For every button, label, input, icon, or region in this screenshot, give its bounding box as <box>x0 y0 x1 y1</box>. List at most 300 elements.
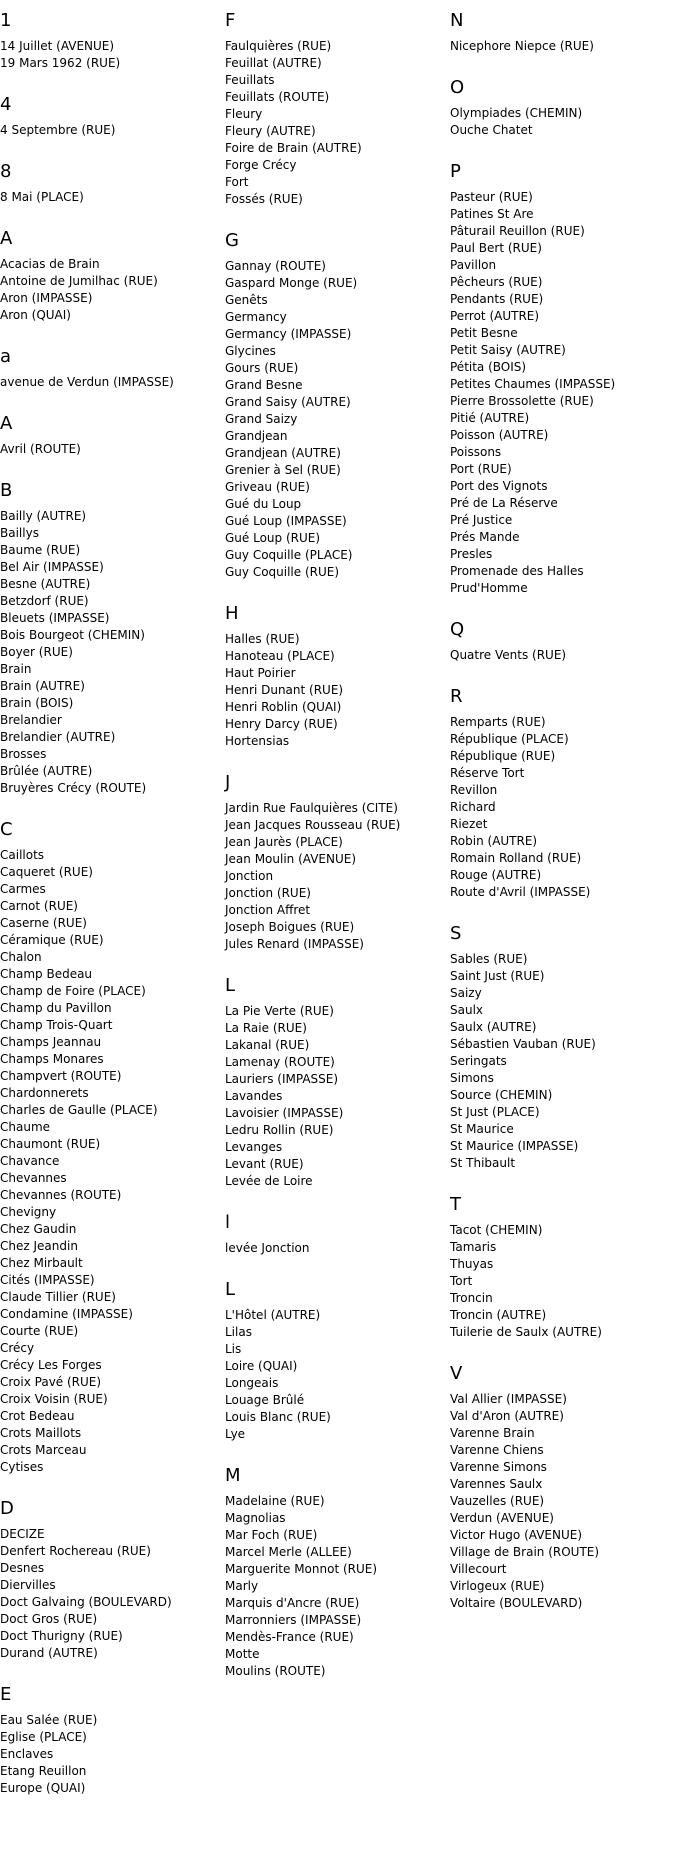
street-name: Fort <box>225 175 249 189</box>
street-name: Champ Bedeau <box>0 967 93 981</box>
street-name: Cytises <box>0 1460 44 1474</box>
street-name: Brain (BOIS) <box>0 696 74 710</box>
street-list <box>450 1391 675 1612</box>
street-name: 8 Mai (PLACE) <box>0 190 84 204</box>
letter-heading: E <box>0 1684 12 1705</box>
letter-group <box>450 617 675 664</box>
street-name: Vauzelles (RUE) <box>450 1494 545 1508</box>
street-name: Port des Vignots <box>450 479 548 493</box>
street-name: Durand (AUTRE) <box>0 1646 98 1660</box>
street-name: Doct Gros (RUE) <box>0 1612 98 1626</box>
street-name: Avril (ROUTE) <box>0 442 81 456</box>
street-name: Gué Loup (RUE) <box>225 531 321 545</box>
letter-group <box>450 921 675 1172</box>
street-name: Quatre Vents (RUE) <box>450 648 567 662</box>
index-column-1 <box>0 0 225 1817</box>
street-list <box>0 1712 225 1797</box>
street-list <box>225 631 450 750</box>
letter-heading: F <box>225 10 236 31</box>
letter-group <box>0 411 225 458</box>
street-name: Aron (IMPASSE) <box>0 291 93 305</box>
street-list <box>0 441 225 458</box>
street-name: Mendès-France (RUE) <box>225 1630 354 1644</box>
letter-heading: N <box>450 10 464 31</box>
street-name: Champs Monares <box>0 1052 104 1066</box>
street-name: Petit Besne <box>450 326 518 340</box>
street-name: Feuillat (AUTRE) <box>225 56 322 70</box>
street-name: Brelandier (AUTRE) <box>0 730 116 744</box>
letter-group <box>450 1192 675 1341</box>
street-name: Acacias de Brain <box>0 257 100 271</box>
street-name: Pendants (RUE) <box>450 292 544 306</box>
street-name: Louis Blanc (RUE) <box>225 1410 331 1424</box>
street-name: Glycines <box>225 344 276 358</box>
street-name: Denfert Rochereau (RUE) <box>0 1544 151 1558</box>
street-name: Varenne Brain <box>450 1426 535 1440</box>
letter-group <box>0 92 225 139</box>
letter-group <box>450 1361 675 1612</box>
letter-heading: S <box>450 923 462 944</box>
street-name: Pétita (BOIS) <box>450 360 527 374</box>
letter-group <box>0 478 225 797</box>
letter-group <box>450 8 675 55</box>
street-name: Val d'Aron (AUTRE) <box>450 1409 564 1423</box>
street-name: Jonction Affret <box>225 903 311 917</box>
street-name: Lakanal (RUE) <box>225 1038 310 1052</box>
street-list <box>450 647 675 664</box>
street-name: Port (RUE) <box>450 462 512 476</box>
street-name: Lye <box>225 1427 246 1441</box>
street-name: Grandjean <box>225 429 288 443</box>
street-name: Bel Air (IMPASSE) <box>0 560 104 574</box>
street-name: Tamaris <box>450 1240 497 1254</box>
street-name: Chevannes (ROUTE) <box>0 1188 122 1202</box>
street-name: Caqueret (RUE) <box>0 865 93 879</box>
street-name: Doct Galvaing (BOULEVARD) <box>0 1595 172 1609</box>
street-name: Faulquières (RUE) <box>225 39 332 53</box>
street-name: Eau Salée (RUE) <box>0 1713 98 1727</box>
letter-heading: V <box>450 1363 463 1384</box>
street-name: Patines St Are <box>450 207 534 221</box>
letter-group <box>0 159 225 206</box>
street-name: Joseph Boigues (RUE) <box>225 920 355 934</box>
street-name: Pavillon <box>450 258 497 272</box>
letter-group <box>0 8 225 72</box>
street-name: Bruyères Crécy (ROUTE) <box>0 781 147 795</box>
street-name: Chalon <box>0 950 42 964</box>
street-name: Prés Mande <box>450 530 520 544</box>
street-name: Brain <box>0 662 32 676</box>
letter-group <box>225 973 450 1190</box>
street-name: Germancy (IMPASSE) <box>225 327 352 341</box>
letter-heading: D <box>0 1498 14 1519</box>
letter-group <box>0 1496 225 1662</box>
street-name: Gué Loup (IMPASSE) <box>225 514 347 528</box>
street-name: Chez Jeandin <box>0 1239 78 1253</box>
street-name: Pâturail Reuillon (RUE) <box>450 224 585 238</box>
letter-heading: Q <box>450 619 465 640</box>
street-name: Troncin <box>450 1291 493 1305</box>
street-name: Romain Rolland (RUE) <box>450 851 582 865</box>
street-name: La Raie (RUE) <box>225 1021 307 1035</box>
street-name: Diervilles <box>0 1578 56 1592</box>
street-name: Feuillats <box>225 73 275 87</box>
street-list <box>0 374 225 391</box>
street-name: Fossés (RUE) <box>225 192 303 206</box>
street-name: Levant (RUE) <box>225 1157 304 1171</box>
letter-group <box>450 684 675 901</box>
street-name: Longeais <box>225 1376 279 1390</box>
street-name: Troncin (AUTRE) <box>450 1308 547 1322</box>
letter-heading: a <box>0 346 12 367</box>
street-name: Aron (QUAI) <box>0 308 71 322</box>
street-name: Magnolias <box>225 1511 286 1525</box>
street-name: Brosses <box>0 747 47 761</box>
street-name: Desnes <box>0 1561 45 1575</box>
street-name: Marly <box>225 1579 259 1593</box>
letter-heading: O <box>450 77 465 98</box>
street-name: Lilas <box>225 1325 252 1339</box>
letter-heading: B <box>0 480 13 501</box>
street-name: Jean Jaurès (PLACE) <box>225 835 343 849</box>
street-name: Baume (RUE) <box>0 543 81 557</box>
letter-group <box>225 770 450 953</box>
street-name: Perrot (AUTRE) <box>450 309 540 323</box>
street-name: Petit Saisy (AUTRE) <box>450 343 566 357</box>
street-name: Jules Renard (IMPASSE) <box>225 937 364 951</box>
street-name: Foire de Brain (AUTRE) <box>225 141 362 155</box>
street-name: Réserve Tort <box>450 766 525 780</box>
street-name: avenue de Verdun (IMPASSE) <box>0 375 174 389</box>
street-name: Champ Trois-Quart <box>0 1018 113 1032</box>
street-name: Villecourt <box>450 1562 507 1576</box>
street-name: Varennes Saulx <box>450 1477 543 1491</box>
street-list <box>225 38 450 208</box>
street-name: Brain (AUTRE) <box>0 679 85 693</box>
letter-group <box>225 1210 450 1257</box>
street-list <box>0 38 225 72</box>
street-name: Loire (QUAI) <box>225 1359 298 1373</box>
street-name: Marguerite Monnot (RUE) <box>225 1562 378 1576</box>
street-name: Crots Marceau <box>0 1443 87 1457</box>
street-name: Pierre Brossolette (RUE) <box>450 394 594 408</box>
street-name: Chez Mirbault <box>0 1256 83 1270</box>
street-name: Chardonnerets <box>0 1086 89 1100</box>
street-name: Louage Brûlé <box>225 1393 305 1407</box>
street-list <box>225 1240 450 1257</box>
letter-heading: J <box>225 772 231 793</box>
street-name: Richard <box>450 800 496 814</box>
street-name: Sables (RUE) <box>450 952 528 966</box>
street-name: Levée de Loire <box>225 1174 313 1188</box>
letter-heading: A <box>0 413 13 434</box>
letter-group <box>0 817 225 1476</box>
street-list <box>225 1493 450 1680</box>
street-name: Pré de La Réserve <box>450 496 558 510</box>
street-name: Europe (QUAI) <box>0 1781 86 1795</box>
street-name: Jean Moulin (AVENUE) <box>225 852 357 866</box>
street-name: St Just (PLACE) <box>450 1105 540 1119</box>
street-list <box>450 189 675 597</box>
street-name: Presles <box>450 547 493 561</box>
letter-group <box>225 601 450 750</box>
street-name: Lamenay (ROUTE) <box>225 1055 335 1069</box>
street-list <box>225 258 450 581</box>
street-name: Saulx (AUTRE) <box>450 1020 537 1034</box>
street-name: Pasteur (RUE) <box>450 190 533 204</box>
street-name: Henri Roblin (QUAI) <box>225 700 342 714</box>
street-name: Remparts (RUE) <box>450 715 546 729</box>
street-name: Céramique (RUE) <box>0 933 104 947</box>
street-name: Jonction (RUE) <box>225 886 311 900</box>
street-name: Thuyas <box>450 1257 494 1271</box>
street-list <box>450 951 675 1172</box>
street-name: levée Jonction <box>225 1241 310 1255</box>
street-name: 14 Juillet (AVENUE) <box>0 39 115 53</box>
street-name: Motte <box>225 1647 260 1661</box>
street-name: Lavoisier (IMPASSE) <box>225 1106 344 1120</box>
street-name: Nicephore Niepce (RUE) <box>450 39 594 53</box>
index-column-2 <box>225 0 450 1700</box>
letter-heading: L <box>225 1279 236 1300</box>
street-name: Eglise (PLACE) <box>0 1730 87 1744</box>
street-name: Bailly (AUTRE) <box>0 509 87 523</box>
street-name: Grandjean (AUTRE) <box>225 446 341 460</box>
street-name: Champ de Foire (PLACE) <box>0 984 146 998</box>
street-name: Jean Jacques Rousseau (RUE) <box>225 818 401 832</box>
street-name: Chez Gaudin <box>0 1222 77 1236</box>
street-name: Marcel Merle (ALLEE) <box>225 1545 352 1559</box>
street-name: Baillys <box>0 526 39 540</box>
street-name: Haut Poirier <box>225 666 296 680</box>
street-name: Poissons <box>450 445 502 459</box>
street-name: Moulins (ROUTE) <box>225 1664 326 1678</box>
street-name: Simons <box>450 1071 494 1085</box>
street-name: Chaumont (RUE) <box>0 1137 101 1151</box>
street-name: Gours (RUE) <box>225 361 299 375</box>
letter-group <box>450 159 675 597</box>
street-name: Village de Brain (ROUTE) <box>450 1545 600 1559</box>
letter-heading: l <box>225 1212 231 1233</box>
street-name: Ouche Chatet <box>450 123 533 137</box>
street-name: Forge Crécy <box>225 158 297 172</box>
street-name: Promenade des Halles <box>450 564 584 578</box>
letter-heading: T <box>450 1194 461 1215</box>
letter-group <box>450 75 675 139</box>
street-name: Route d'Avril (IMPASSE) <box>450 885 591 899</box>
street-list <box>0 847 225 1476</box>
street-name: Marquis d'Ancre (RUE) <box>225 1596 360 1610</box>
street-name: Bleuets (IMPASSE) <box>0 611 110 625</box>
street-name: Fleury (AUTRE) <box>225 124 316 138</box>
street-list <box>450 1222 675 1341</box>
street-name: Claude Tillier (RUE) <box>0 1290 116 1304</box>
street-name: Besne (AUTRE) <box>0 577 91 591</box>
street-name: Gaspard Monge (RUE) <box>225 276 358 290</box>
street-name: Chaume <box>0 1120 51 1134</box>
street-name: Etang Reuillon <box>0 1764 87 1778</box>
street-name: Enclaves <box>0 1747 54 1761</box>
street-name: Robin (AUTRE) <box>450 834 538 848</box>
street-name: Crécy <box>0 1341 35 1355</box>
street-name: Croix Pavé (RUE) <box>0 1375 102 1389</box>
street-name: Varenne Chiens <box>450 1443 544 1457</box>
street-name: Saint Just (RUE) <box>450 969 545 983</box>
letter-heading: P <box>450 161 461 182</box>
street-name: Hortensias <box>225 734 290 748</box>
street-name: St Maurice <box>450 1122 514 1136</box>
street-name: Champvert (ROUTE) <box>0 1069 122 1083</box>
street-name: Tacot (CHEMIN) <box>450 1223 543 1237</box>
street-name: Riezet <box>450 817 488 831</box>
street-name: Germancy <box>225 310 287 324</box>
street-name: Gannay (ROUTE) <box>225 259 326 273</box>
street-name: 19 Mars 1962 (RUE) <box>0 56 121 70</box>
street-name: Chavance <box>0 1154 60 1168</box>
street-name: Chevannes <box>0 1171 67 1185</box>
street-name: Marronniers (IMPASSE) <box>225 1613 362 1627</box>
letter-heading: 1 <box>0 10 12 31</box>
letter-heading: 8 <box>0 161 12 182</box>
street-name: Lauriers (IMPASSE) <box>225 1072 339 1086</box>
street-name: 4 Septembre (RUE) <box>0 123 116 137</box>
letter-group <box>0 344 225 391</box>
index-column-3 <box>450 0 675 1632</box>
letter-heading: M <box>225 1465 241 1486</box>
street-name: République (RUE) <box>450 749 556 763</box>
street-name: Henri Dunant (RUE) <box>225 683 344 697</box>
street-name: Prud'Homme <box>450 581 528 595</box>
street-list <box>0 1526 225 1662</box>
street-name: République (PLACE) <box>450 732 569 746</box>
street-list <box>450 105 675 139</box>
street-name: Pêcheurs (RUE) <box>450 275 543 289</box>
street-name: Champs Jeannau <box>0 1035 102 1049</box>
street-list <box>225 1003 450 1190</box>
street-name: Madelaine (RUE) <box>225 1494 325 1508</box>
street-name: Val Allier (IMPASSE) <box>450 1392 567 1406</box>
letter-heading: 4 <box>0 94 12 115</box>
street-name: Lavandes <box>225 1089 283 1103</box>
street-name: Levanges <box>225 1140 283 1154</box>
street-name: Carmes <box>0 882 46 896</box>
street-name: Revillon <box>450 783 498 797</box>
street-name: Hanoteau (PLACE) <box>225 649 335 663</box>
street-list <box>0 189 225 206</box>
street-name: Chevigny <box>0 1205 57 1219</box>
letter-heading: A <box>0 228 13 249</box>
street-name: DECIZE <box>0 1527 45 1541</box>
street-name: Brelandier <box>0 713 62 727</box>
street-name: Saulx <box>450 1003 484 1017</box>
street-list <box>225 1307 450 1443</box>
street-name: Virlogeux (RUE) <box>450 1579 545 1593</box>
street-name: Halles (RUE) <box>225 632 300 646</box>
street-name: Lis <box>225 1342 242 1356</box>
street-name: Grand Saisy (AUTRE) <box>225 395 351 409</box>
street-name: Doct Thurigny (RUE) <box>0 1629 123 1643</box>
street-name: Guy Coquille (PLACE) <box>225 548 353 562</box>
street-name: Champ du Pavillon <box>0 1001 112 1015</box>
street-list <box>450 714 675 901</box>
street-name: Antoine de Jumilhac (RUE) <box>0 274 158 288</box>
street-name: Source (CHEMIN) <box>450 1088 553 1102</box>
letter-group <box>0 1682 225 1797</box>
letter-group <box>225 228 450 581</box>
street-name: Fleury <box>225 107 263 121</box>
street-name: Rouge (AUTRE) <box>450 868 542 882</box>
street-name: Crot Bedeau <box>0 1409 75 1423</box>
street-name: Victor Hugo (AVENUE) <box>450 1528 583 1542</box>
letter-group <box>225 1277 450 1443</box>
letter-heading: G <box>225 230 239 251</box>
street-name: Condamine (IMPASSE) <box>0 1307 133 1321</box>
street-name: Seringats <box>450 1054 507 1068</box>
street-name: Caillots <box>0 848 45 862</box>
letter-group <box>0 226 225 324</box>
street-name: Verdun (AVENUE) <box>450 1511 554 1525</box>
letter-heading: L <box>225 975 236 996</box>
street-name: Grand Besne <box>225 378 303 392</box>
street-list <box>225 800 450 953</box>
street-name: Carnot (RUE) <box>0 899 78 913</box>
street-name: Sébastien Vauban (RUE) <box>450 1037 596 1051</box>
street-name: Brûlée (AUTRE) <box>0 764 93 778</box>
street-name: Courte (RUE) <box>0 1324 79 1338</box>
street-name: St Maurice (IMPASSE) <box>450 1139 579 1153</box>
street-list <box>0 122 225 139</box>
street-name: Saizy <box>450 986 482 1000</box>
street-name: Paul Bert (RUE) <box>450 241 542 255</box>
street-name: Grand Saizy <box>225 412 298 426</box>
letter-heading: R <box>450 686 463 707</box>
street-name: Petites Chaumes (IMPASSE) <box>450 377 616 391</box>
street-name: St Thibault <box>450 1156 516 1170</box>
letter-group <box>225 8 450 208</box>
street-name: Jonction <box>225 869 274 883</box>
street-name: Boyer (RUE) <box>0 645 73 659</box>
street-list <box>0 508 225 797</box>
letter-heading: H <box>225 603 239 624</box>
street-name: Crots Maillots <box>0 1426 82 1440</box>
letter-group <box>225 1463 450 1680</box>
street-name: Grenier à Sel (RUE) <box>225 463 341 477</box>
street-name: La Pie Verte (RUE) <box>225 1004 334 1018</box>
street-name: Varenne Simons <box>450 1460 547 1474</box>
street-name: Tuilerie de Saulx (AUTRE) <box>450 1325 602 1339</box>
street-name: Griveau (RUE) <box>225 480 310 494</box>
street-name: Mar Foch (RUE) <box>225 1528 318 1542</box>
street-name: Feuillats (ROUTE) <box>225 90 330 104</box>
street-list <box>450 38 675 55</box>
street-name: Voltaire (BOULEVARD) <box>450 1596 583 1610</box>
street-name: Olympiades (CHEMIN) <box>450 106 583 120</box>
street-name: Betzdorf (RUE) <box>0 594 89 608</box>
street-name: Crécy Les Forges <box>0 1358 102 1372</box>
street-name: Tort <box>450 1274 473 1288</box>
street-name: Caserne (RUE) <box>0 916 87 930</box>
street-name: Croix Voisin (RUE) <box>0 1392 108 1406</box>
street-name: Bois Bourgeot (CHEMIN) <box>0 628 145 642</box>
street-name: Gué du Loup <box>225 497 302 511</box>
street-name: Charles de Gaulle (PLACE) <box>0 1103 158 1117</box>
letter-heading: C <box>0 819 13 840</box>
street-name: Genêts <box>225 293 268 307</box>
street-name: L'Hôtel (AUTRE) <box>225 1308 321 1322</box>
street-name: Guy Coquille (RUE) <box>225 565 340 579</box>
street-name: Henry Darcy (RUE) <box>225 717 338 731</box>
street-name: Poisson (AUTRE) <box>450 428 549 442</box>
